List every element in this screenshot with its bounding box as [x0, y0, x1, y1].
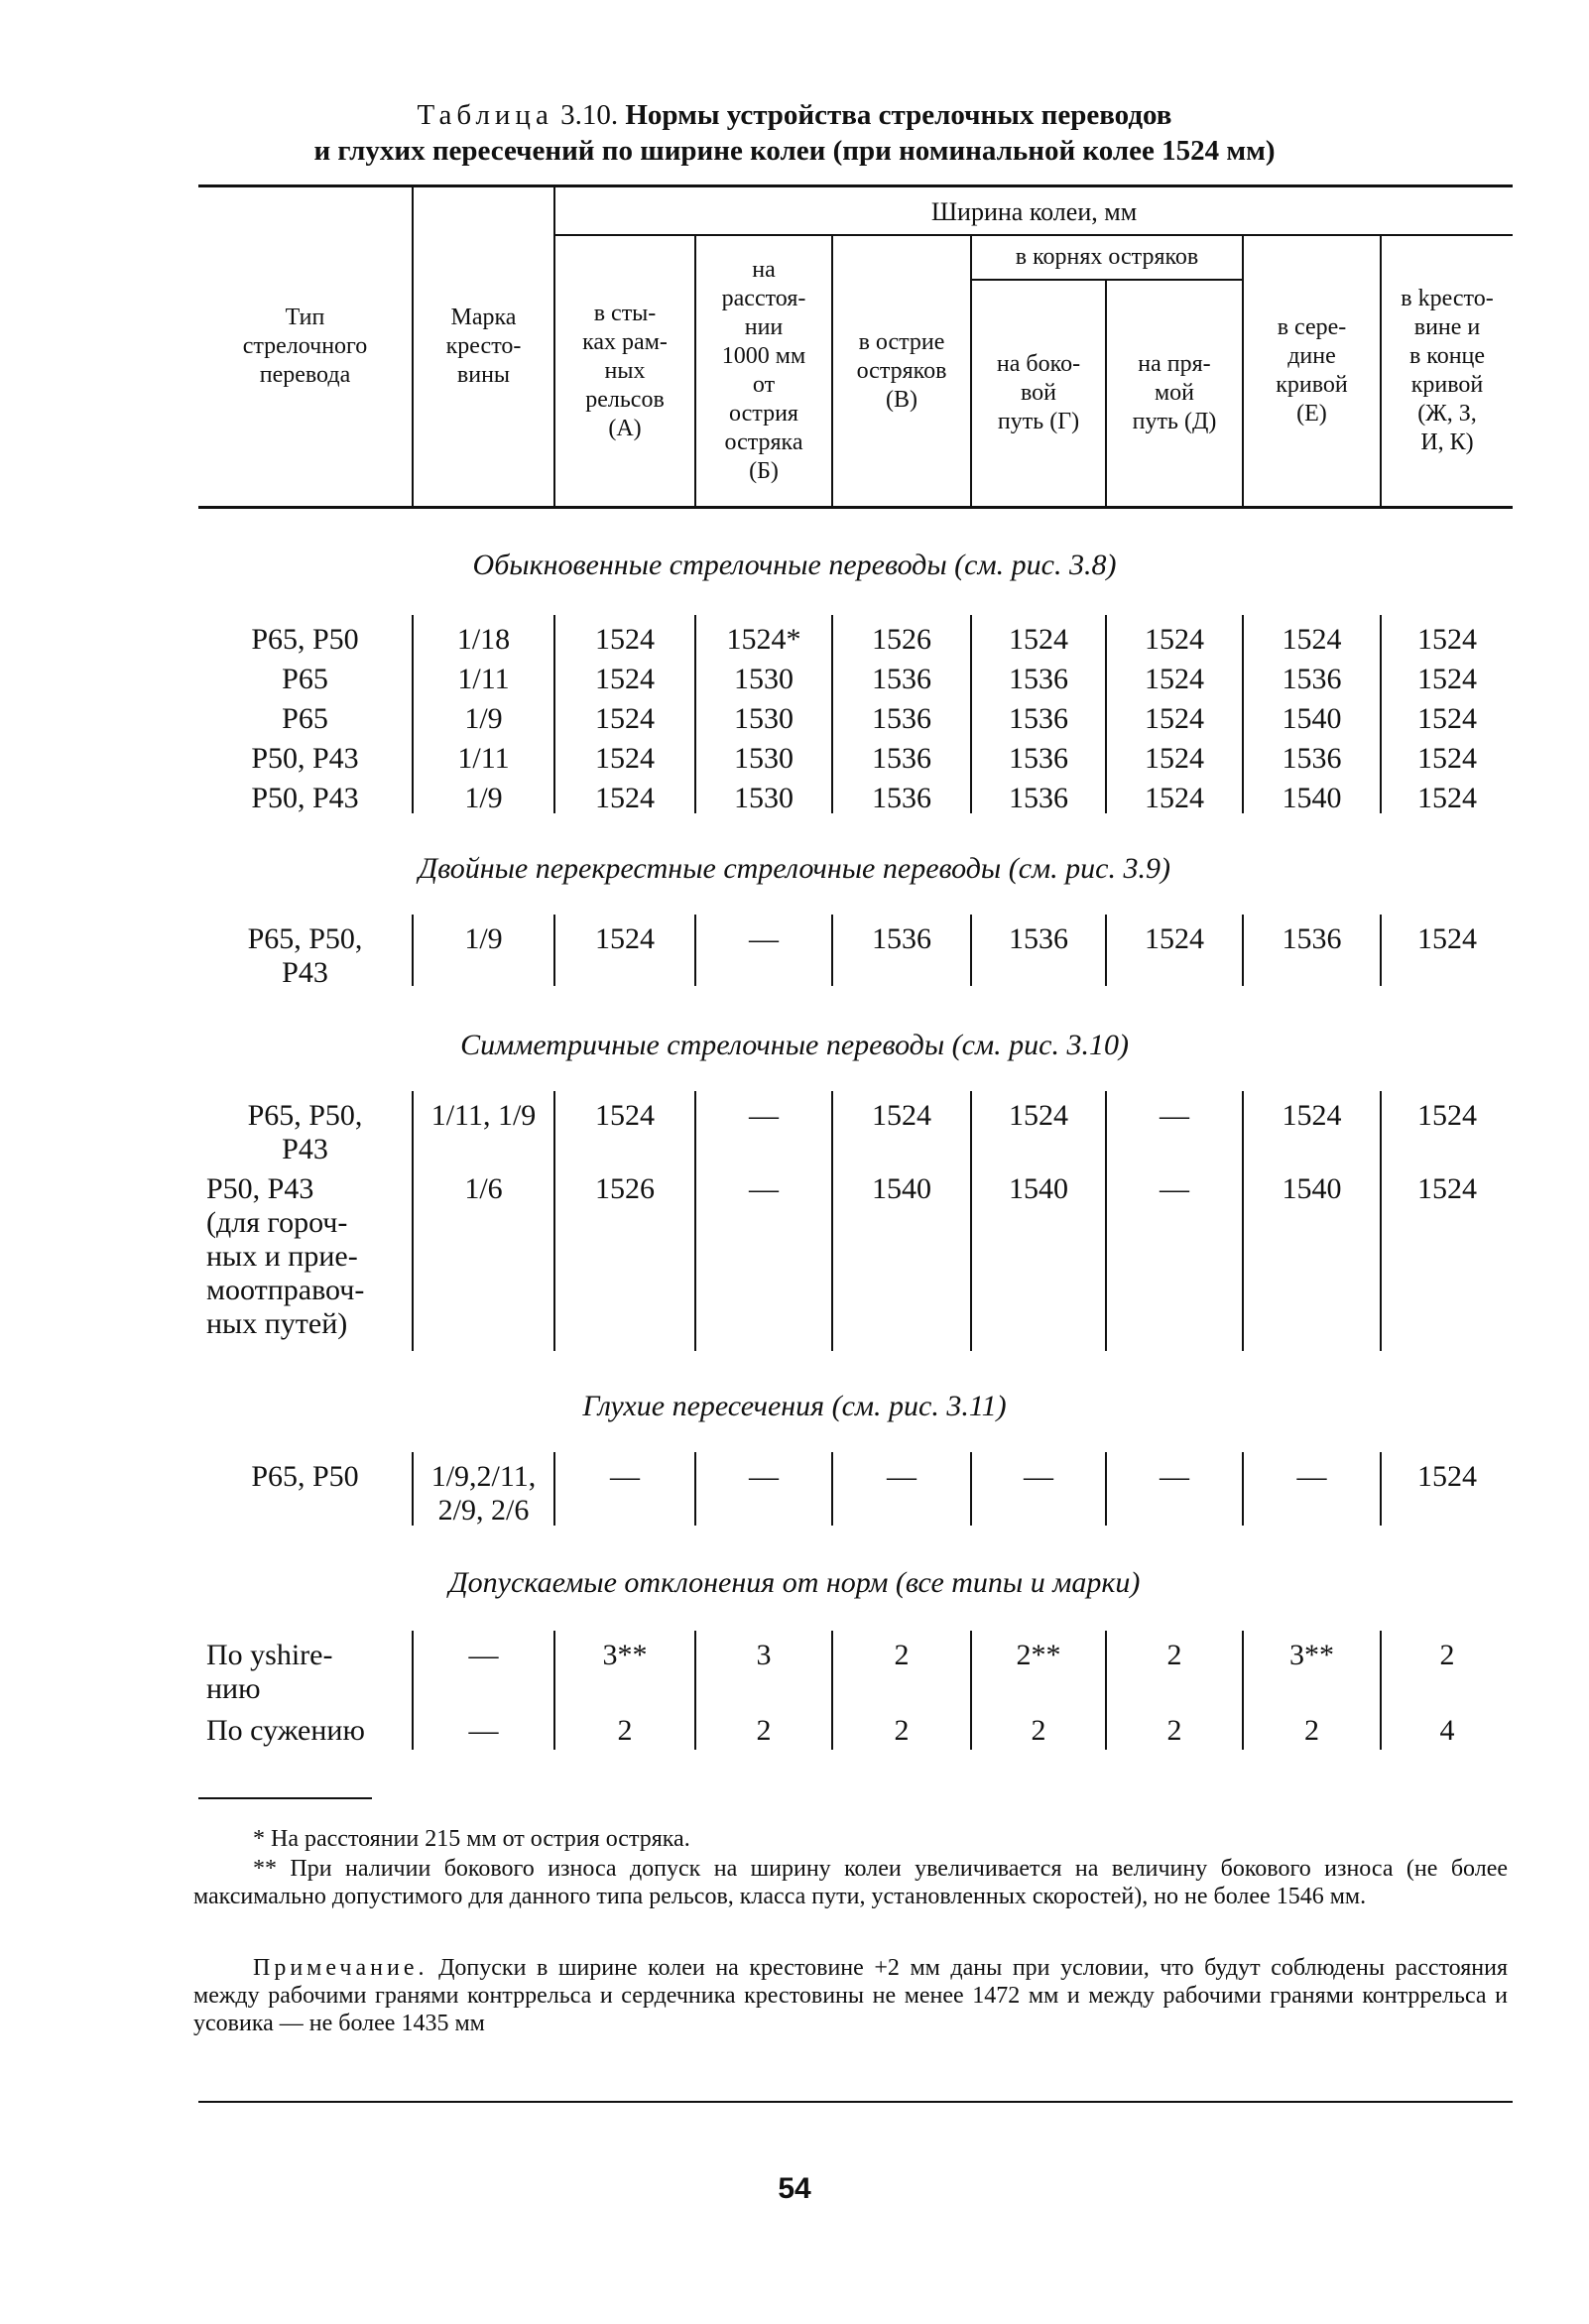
row7-e: 1524	[1282, 1099, 1342, 1132]
header-col-d: на пря- мой путь (Д)	[1132, 351, 1217, 434]
row2-d: 1524	[1145, 663, 1204, 695]
header-type: Тип стрелочного перевода	[242, 304, 368, 388]
row7-type: Р65, Р50, Р43	[247, 1099, 363, 1165]
row6-b: —	[749, 922, 779, 955]
row11-b: 2	[756, 1714, 772, 1747]
footnote-2: ** При наличии бокового износа допуск на ширину колеи увеличивается на величину бокового износа (не более максимально допустимого для данного типа рельсов, класса пути, установленных скоростей), но не более 1546 мм.	[193, 1856, 1508, 1909]
row1-e: 1524	[1282, 623, 1342, 656]
row7-b: —	[749, 1099, 779, 1132]
row4-g: 1536	[1009, 742, 1068, 775]
header-mark: Марка кресто- вины	[445, 304, 522, 388]
row5-e: 1540	[1282, 782, 1342, 814]
header-bottom-rule	[198, 506, 1513, 509]
row2-e: 1536	[1282, 663, 1342, 695]
page-number: 54	[778, 2172, 811, 2205]
row9-b: —	[749, 1460, 779, 1493]
row6-a: 1524	[595, 922, 655, 955]
row3-mark: 1/9	[464, 702, 503, 735]
row1-d: 1524	[1145, 623, 1204, 656]
row5-zh: 1524	[1417, 782, 1477, 814]
footnote-1	[193, 1825, 1508, 1853]
table-title-line2: и глухих пересечений по ширине колеи (при номинальной колее 1524 мм)	[313, 135, 1276, 167]
row4-e: 1536	[1282, 742, 1342, 775]
row11-e: 2	[1304, 1714, 1319, 1747]
header-roots: в корнях остряков	[1015, 244, 1199, 270]
row3-d: 1524	[1145, 702, 1204, 735]
row6-type: Р65, Р50, Р43	[247, 922, 363, 989]
row10-d: 2	[1166, 1639, 1182, 1671]
row9-v: —	[887, 1460, 917, 1493]
row6-d: 1524	[1145, 922, 1204, 955]
row11-g: 2	[1031, 1714, 1046, 1747]
page-bottom-rule	[198, 2101, 1513, 2103]
table-title-line1: Нормы устройства стрелочных переводов	[625, 99, 1172, 131]
row4-d: 1524	[1145, 742, 1204, 775]
row10-g: 2**	[1016, 1639, 1061, 1671]
row7-mark: 1/11, 1/9	[430, 1099, 537, 1132]
row6-v: 1536	[872, 922, 931, 955]
row5-g: 1536	[1009, 782, 1068, 814]
row5-v: 1536	[872, 782, 931, 814]
row9-e: —	[1296, 1460, 1327, 1493]
row6-zh: 1524	[1417, 922, 1477, 955]
row5-type: Р50, Р43	[251, 782, 359, 814]
row9-a: —	[610, 1460, 640, 1493]
row1-b: 1524*	[726, 623, 801, 656]
header-col-a: в сты- ках рам- ных рельсов (А)	[582, 300, 668, 441]
row3-zh: 1524	[1417, 702, 1477, 735]
row4-b: 1530	[734, 742, 794, 775]
row4-mark: 1/11	[457, 742, 510, 775]
row9-d: —	[1160, 1460, 1189, 1493]
row11-a: 2	[617, 1714, 633, 1747]
header-col-g: на боко- вой путь (Г)	[996, 351, 1081, 434]
row5-a: 1524	[595, 782, 655, 814]
row7-g: 1524	[1009, 1099, 1068, 1132]
row1-zh: 1524	[1417, 623, 1477, 656]
note	[193, 1954, 1508, 2037]
row7-a: 1524	[595, 1099, 655, 1132]
row11-d: 2	[1166, 1714, 1182, 1747]
row1-v: 1526	[872, 623, 931, 656]
row10-mark: —	[468, 1639, 499, 1671]
row7-v: 1524	[872, 1099, 931, 1132]
row10-e: 3**	[1289, 1639, 1334, 1671]
row7-d: —	[1160, 1099, 1189, 1132]
row8-b: —	[749, 1172, 779, 1205]
row11-v: 2	[894, 1714, 910, 1747]
row2-zh: 1524	[1417, 663, 1477, 695]
row1-a: 1524	[595, 623, 655, 656]
row2-type: Р65	[282, 663, 328, 695]
row11-mark: —	[468, 1714, 499, 1747]
table-title	[0, 97, 1589, 169]
row8-d: —	[1160, 1172, 1189, 1205]
row2-v: 1536	[872, 663, 931, 695]
header-col-e: в сере- дине кривой (Е)	[1276, 314, 1348, 427]
table-number: 3.10.	[560, 99, 619, 131]
row3-a: 1524	[595, 702, 655, 735]
row8-v: 1540	[872, 1172, 931, 1205]
row9-type: Р65, Р50	[251, 1460, 359, 1493]
row2-b: 1530	[734, 663, 794, 695]
section-diamond: Глухие пересечения (см. рис. 3.11)	[582, 1390, 1007, 1422]
row4-zh: 1524	[1417, 742, 1477, 775]
row10-type: По уshire- нию	[206, 1639, 333, 1705]
row1-g: 1524	[1009, 623, 1068, 656]
row5-d: 1524	[1145, 782, 1204, 814]
section-ordinary: Обыкновенные стрелочные переводы (см. рис. 3.8)	[472, 549, 1117, 581]
row2-g: 1536	[1009, 663, 1068, 695]
header-col-zh: в kресто- вине и в конце кривой (Ж, З, И, К)	[1401, 286, 1494, 455]
row7-zh: 1524	[1417, 1099, 1477, 1132]
row10-b: 3	[756, 1639, 772, 1671]
row11-zh: 4	[1439, 1714, 1455, 1747]
header-col-b: на расстоя- нии 1000 мм от острия остряка (Б)	[721, 257, 806, 484]
row4-v: 1536	[872, 742, 931, 775]
row8-mark: 1/6	[464, 1172, 503, 1205]
note-text: Допуски в ширине колеи на крестовине +2 мм даны при условии, что будут соблюдены расстояния между рабочими гранями контррельса и сердечника крестовины не менее 1472 мм и между рабочими гранями контррельса и усовика — не более 1435 мм	[193, 1955, 1508, 2036]
row4-type: Р50, Р43	[251, 742, 359, 775]
row9-zh: 1524	[1417, 1460, 1477, 1493]
row3-type: Р65	[282, 702, 328, 735]
header-width-group: Ширина колеи, мм	[930, 196, 1138, 226]
row1-type: Р65, Р50	[251, 623, 359, 656]
footnote-separator	[198, 1797, 372, 1799]
row9-mark: 1/9,2/11, 2/9, 2/6	[430, 1460, 537, 1527]
row11-type: По сужению	[206, 1714, 365, 1747]
header-col-v: в острие остряков (В)	[856, 328, 947, 413]
row8-e: 1540	[1282, 1172, 1342, 1205]
row6-mark: 1/9	[464, 922, 503, 955]
row10-v: 2	[894, 1639, 910, 1671]
row8-zh: 1524	[1417, 1172, 1477, 1205]
row3-g: 1536	[1009, 702, 1068, 735]
row9-g: —	[1024, 1460, 1053, 1493]
section-tolerances: Допускаемые отклонения от норм (все типы и марки)	[448, 1566, 1141, 1599]
row10-zh: 2	[1439, 1639, 1455, 1671]
row3-v: 1536	[872, 702, 931, 735]
footnote-1-text: * На расстоянии 215 мм от острия остряка.	[253, 1826, 690, 1852]
row8-a: 1526	[595, 1172, 655, 1205]
section-double-cross: Двойные перекрестные стрелочные переводы (см. рис. 3.9)	[419, 852, 1170, 885]
row5-mark: 1/9	[464, 782, 503, 814]
row5-b: 1530	[734, 782, 794, 814]
row2-a: 1524	[595, 663, 655, 695]
row3-e: 1540	[1282, 702, 1342, 735]
table-label: Таблица	[417, 99, 553, 131]
row8-g: 1540	[1009, 1172, 1068, 1205]
row8-type: Р50, Р43 (для гороч- ных и прие- моотправоч- ных путей)	[206, 1172, 365, 1340]
row4-a: 1524	[595, 742, 655, 775]
row10-a: 3**	[602, 1639, 648, 1671]
row3-b: 1530	[734, 702, 794, 735]
row2-mark: 1/11	[457, 663, 510, 695]
section-symmetric: Симметричные стрелочные переводы (см. рис. 3.10)	[460, 1029, 1129, 1061]
row6-g: 1536	[1009, 922, 1068, 955]
note-label: Примечание.	[253, 1955, 428, 1981]
row1-mark: 1/18	[456, 623, 511, 656]
row6-e: 1536	[1282, 922, 1342, 955]
